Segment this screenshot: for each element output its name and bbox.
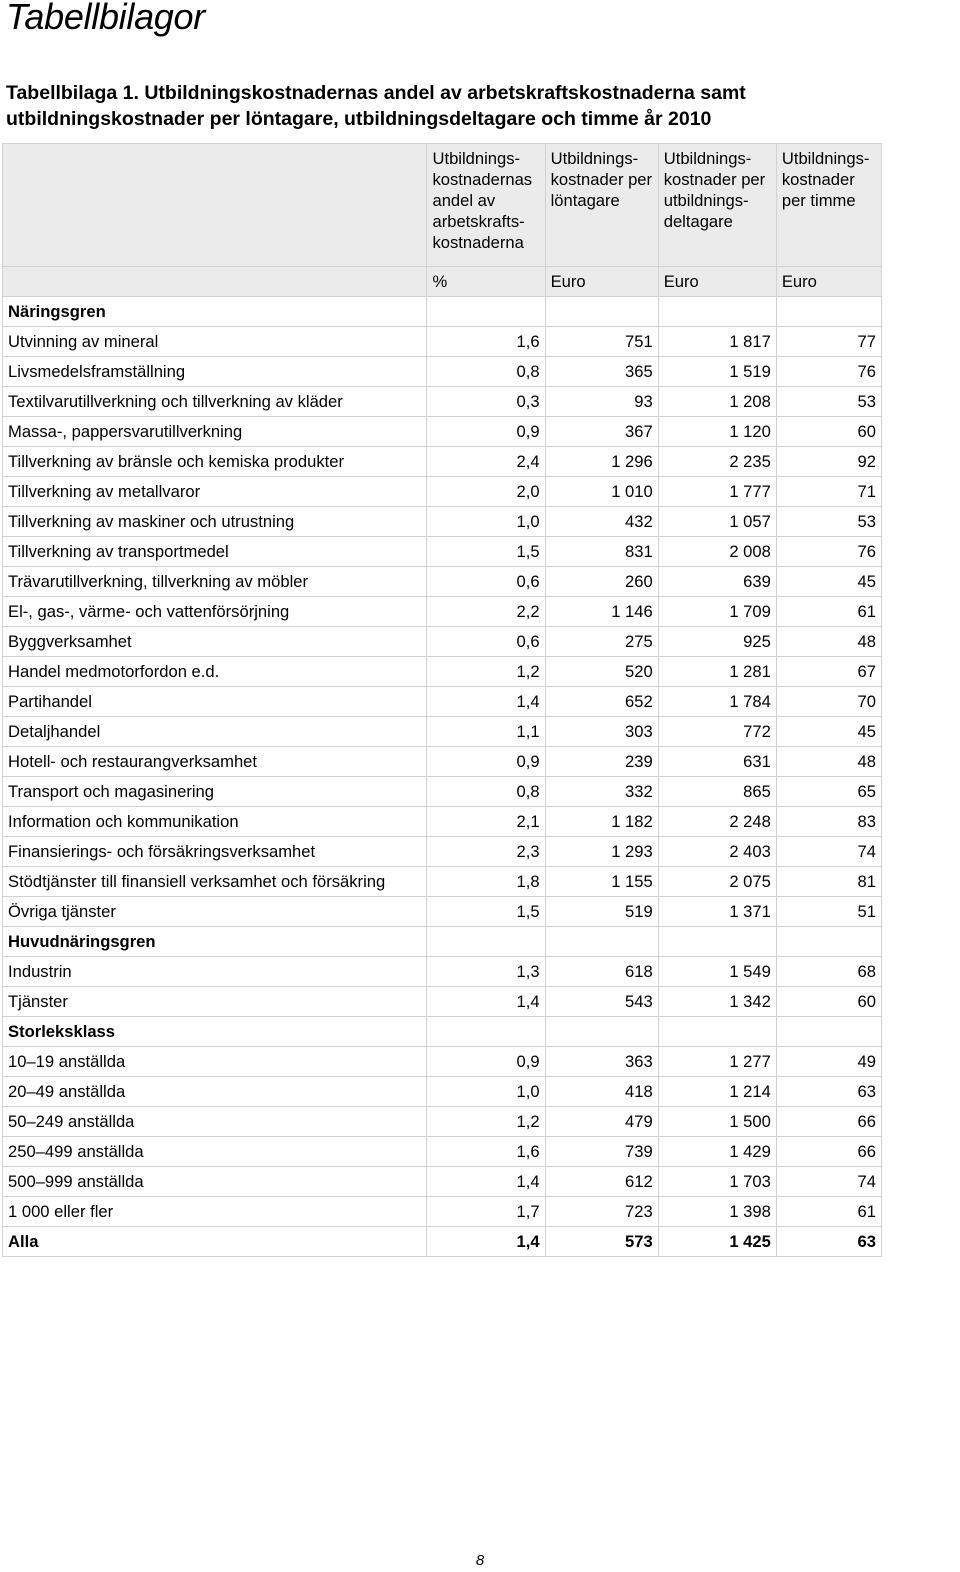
- row-label: 50–249 anställda: [3, 1107, 427, 1137]
- page-number: 8: [475, 1552, 485, 1569]
- value-cell: 45: [776, 717, 881, 747]
- table-row: [3, 387, 882, 417]
- value-cell: 1 296: [545, 447, 658, 477]
- row-label: 20–49 anställda: [3, 1077, 427, 1107]
- unit-cell: Euro: [545, 267, 658, 297]
- value-cell: 0,8: [427, 777, 545, 807]
- column-header-label: Utbildnings- kostnader per löntagare: [550, 149, 653, 210]
- value-cell: 1 277: [658, 1047, 776, 1077]
- table-row: [3, 507, 882, 537]
- value-cell: 83: [776, 807, 881, 837]
- value-cell: 60: [776, 417, 881, 447]
- table-row: [3, 657, 882, 687]
- value-cell: 2,1: [427, 807, 545, 837]
- row-label: Tjänster: [3, 987, 427, 1017]
- table-row: [3, 1167, 882, 1197]
- value-cell: 1 549: [658, 957, 776, 987]
- value-cell: 1 425: [658, 1227, 776, 1257]
- row-label: El-, gas-, värme- och vattenförsörjning: [3, 597, 427, 627]
- table-row: [3, 417, 882, 447]
- value-cell: [776, 927, 881, 957]
- unit-row: [3, 267, 882, 297]
- value-cell: 2 075: [658, 867, 776, 897]
- value-cell: 74: [776, 837, 881, 867]
- row-label: Tillverkning av metallvaror: [3, 477, 427, 507]
- value-cell: 2 008: [658, 537, 776, 567]
- table-row: [3, 987, 882, 1017]
- row-label: Stödtjänster till finansiell verksamhet och försäkring: [3, 867, 427, 897]
- empty-cell: [427, 297, 545, 327]
- value-cell: 2,4: [427, 447, 545, 477]
- row-label: 1 000 eller fler: [3, 1197, 427, 1227]
- value-cell: 772: [658, 717, 776, 747]
- value-cell: 1,0: [427, 507, 545, 537]
- value-cell: 1,2: [427, 657, 545, 687]
- value-cell: 1 342: [658, 987, 776, 1017]
- value-cell: [776, 1017, 881, 1047]
- value-cell: 1,1: [427, 717, 545, 747]
- value-cell: 1,4: [427, 987, 545, 1017]
- value-cell: 543: [545, 987, 658, 1017]
- value-cell: 2 235: [658, 447, 776, 477]
- value-cell: 618: [545, 957, 658, 987]
- value-cell: 1 709: [658, 597, 776, 627]
- empty-cell: [658, 297, 776, 327]
- value-cell: 1 429: [658, 1137, 776, 1167]
- row-header-title-row: [3, 297, 882, 327]
- value-cell: 418: [545, 1077, 658, 1107]
- value-cell: 1 057: [658, 507, 776, 537]
- value-cell: 432: [545, 507, 658, 537]
- column-header: [776, 144, 881, 267]
- value-cell: 631: [658, 747, 776, 777]
- section-label: Huvudnäringsgren: [3, 927, 427, 957]
- value-cell: 365: [545, 357, 658, 387]
- value-cell: 1,4: [427, 1167, 545, 1197]
- value-cell: [427, 1017, 545, 1047]
- row-label: Hotell- och restaurangverksamhet: [3, 747, 427, 777]
- value-cell: 2 248: [658, 807, 776, 837]
- value-cell: 479: [545, 1107, 658, 1137]
- value-cell: 2,2: [427, 597, 545, 627]
- value-cell: 367: [545, 417, 658, 447]
- table-row: [3, 687, 882, 717]
- value-cell: 1 703: [658, 1167, 776, 1197]
- value-cell: 63: [776, 1077, 881, 1107]
- row-label: Industrin: [3, 957, 427, 987]
- table-row: [3, 1077, 882, 1107]
- table-body: [3, 144, 882, 1257]
- row-label: Trävarutillverkning, tillverkning av möbler: [3, 567, 427, 597]
- value-cell: 0,9: [427, 1047, 545, 1077]
- row-label: Detaljhandel: [3, 717, 427, 747]
- section-label: Storleksklass: [3, 1017, 427, 1047]
- table-row: [3, 327, 882, 357]
- column-header-label: Utbildnings- kostnader per timme: [781, 149, 870, 210]
- value-cell: 612: [545, 1167, 658, 1197]
- column-header: [545, 144, 658, 267]
- value-cell: 751: [545, 327, 658, 357]
- value-cell: 639: [658, 567, 776, 597]
- value-cell: 332: [545, 777, 658, 807]
- value-cell: 61: [776, 597, 881, 627]
- table-row: [3, 897, 882, 927]
- value-cell: 66: [776, 1107, 881, 1137]
- value-cell: 48: [776, 627, 881, 657]
- row-label: Partihandel: [3, 687, 427, 717]
- value-cell: 92: [776, 447, 881, 477]
- value-cell: 1 519: [658, 357, 776, 387]
- table-row: [3, 627, 882, 657]
- value-cell: 520: [545, 657, 658, 687]
- section-header-row: [3, 927, 882, 957]
- unit-cell: Euro: [776, 267, 881, 297]
- value-cell: 363: [545, 1047, 658, 1077]
- value-cell: 239: [545, 747, 658, 777]
- value-cell: 60: [776, 987, 881, 1017]
- value-cell: 739: [545, 1137, 658, 1167]
- value-cell: 573: [545, 1227, 658, 1257]
- value-cell: 1 500: [658, 1107, 776, 1137]
- page-title: Tabellbilagor: [6, 0, 205, 37]
- value-cell: 93: [545, 387, 658, 417]
- value-cell: 71: [776, 477, 881, 507]
- column-header-label: Utbildnings- kostnader per utbildnings- deltagare: [663, 149, 766, 231]
- table-row: [3, 1107, 882, 1137]
- row-label: 250–499 anställda: [3, 1137, 427, 1167]
- row-label: Tillverkning av transportmedel: [3, 537, 427, 567]
- table-row: [3, 477, 882, 507]
- row-label: Livsmedelsframställning: [3, 357, 427, 387]
- value-cell: 1,8: [427, 867, 545, 897]
- table-row: [3, 597, 882, 627]
- value-cell: 76: [776, 537, 881, 567]
- value-cell: 0,3: [427, 387, 545, 417]
- row-label: Övriga tjänster: [3, 897, 427, 927]
- value-cell: 0,9: [427, 417, 545, 447]
- value-cell: 2,3: [427, 837, 545, 867]
- table-row: [3, 867, 882, 897]
- value-cell: 1 371: [658, 897, 776, 927]
- value-cell: 1 398: [658, 1197, 776, 1227]
- value-cell: 49: [776, 1047, 881, 1077]
- empty-cell: [545, 297, 658, 327]
- value-cell: 723: [545, 1197, 658, 1227]
- unit-cell: %: [427, 267, 545, 297]
- table-row: [3, 717, 882, 747]
- section-header-row: [3, 1017, 882, 1047]
- corner-cell: [3, 144, 427, 267]
- row-label: 500–999 anställda: [3, 1167, 427, 1197]
- value-cell: [658, 927, 776, 957]
- column-header: [427, 144, 545, 267]
- row-label: Alla: [3, 1227, 427, 1257]
- value-cell: 0,9: [427, 747, 545, 777]
- value-cell: 68: [776, 957, 881, 987]
- value-cell: 45: [776, 567, 881, 597]
- value-cell: 1 146: [545, 597, 658, 627]
- unit-corner-cell: [3, 267, 427, 297]
- value-cell: [545, 1017, 658, 1047]
- row-label: Utvinning av mineral: [3, 327, 427, 357]
- table-row: [3, 537, 882, 567]
- value-cell: 81: [776, 867, 881, 897]
- empty-cell: [776, 297, 881, 327]
- value-cell: 1 208: [658, 387, 776, 417]
- value-cell: 0,8: [427, 357, 545, 387]
- row-label: 10–19 anställda: [3, 1047, 427, 1077]
- value-cell: 77: [776, 327, 881, 357]
- value-cell: 1,6: [427, 327, 545, 357]
- value-cell: 1,0: [427, 1077, 545, 1107]
- value-cell: 260: [545, 567, 658, 597]
- value-cell: 925: [658, 627, 776, 657]
- row-label: Transport och magasinering: [3, 777, 427, 807]
- value-cell: 519: [545, 897, 658, 927]
- table-row: [3, 777, 882, 807]
- table-row: [3, 747, 882, 777]
- row-label: Tillverkning av maskiner och utrustning: [3, 507, 427, 537]
- column-header-label: Utbildnings- kostnadernas andel av arbetskrafts- kostnaderna: [432, 149, 533, 252]
- value-cell: 2,0: [427, 477, 545, 507]
- value-cell: 1 214: [658, 1077, 776, 1107]
- table-row: [3, 357, 882, 387]
- value-cell: 1 010: [545, 477, 658, 507]
- table-row: [3, 1197, 882, 1227]
- row-label: Massa-, pappersvarutillverkning: [3, 417, 427, 447]
- value-cell: 1,2: [427, 1107, 545, 1137]
- table-row: [3, 1227, 882, 1257]
- value-cell: 1,5: [427, 897, 545, 927]
- column-header: [658, 144, 776, 267]
- row-label: Handel medmotorfordon e.d.: [3, 657, 427, 687]
- value-cell: 652: [545, 687, 658, 717]
- table-row: [3, 807, 882, 837]
- value-cell: 1 182: [545, 807, 658, 837]
- unit-cell: Euro: [658, 267, 776, 297]
- value-cell: 1,5: [427, 537, 545, 567]
- row-header-title: Näringsgren: [3, 297, 427, 327]
- row-label: Information och kommunikation: [3, 807, 427, 837]
- table-row: [3, 567, 882, 597]
- value-cell: 48: [776, 747, 881, 777]
- value-cell: 1 784: [658, 687, 776, 717]
- value-cell: [545, 927, 658, 957]
- value-cell: 1,6: [427, 1137, 545, 1167]
- value-cell: 865: [658, 777, 776, 807]
- value-cell: 1 120: [658, 417, 776, 447]
- value-cell: 65: [776, 777, 881, 807]
- value-cell: 1,4: [427, 687, 545, 717]
- value-cell: 1,7: [427, 1197, 545, 1227]
- value-cell: 51: [776, 897, 881, 927]
- row-label: Textilvarutillverkning och tillverkning av kläder: [3, 387, 427, 417]
- value-cell: [658, 1017, 776, 1047]
- value-cell: 53: [776, 387, 881, 417]
- value-cell: 67: [776, 657, 881, 687]
- value-cell: 53: [776, 507, 881, 537]
- row-label: Byggverksamhet: [3, 627, 427, 657]
- data-table: [2, 143, 882, 1257]
- value-cell: 61: [776, 1197, 881, 1227]
- row-label: Tillverkning av bränsle och kemiska produkter: [3, 447, 427, 477]
- value-cell: 63: [776, 1227, 881, 1257]
- row-label: Finansierings- och försäkringsverksamhet: [3, 837, 427, 867]
- value-cell: 66: [776, 1137, 881, 1167]
- value-cell: 76: [776, 357, 881, 387]
- value-cell: 1,3: [427, 957, 545, 987]
- value-cell: 1 293: [545, 837, 658, 867]
- table-row: [3, 1047, 882, 1077]
- value-cell: 831: [545, 537, 658, 567]
- table-caption: Tabellbilaga 1. Utbildningskostnadernas andel av arbetskraftskostnaderna samt utbildningskostnader per löntagare, utbildningsdeltagare och timme år 2010: [6, 82, 746, 130]
- table-row: [3, 957, 882, 987]
- value-cell: 0,6: [427, 567, 545, 597]
- value-cell: 1,4: [427, 1227, 545, 1257]
- column-header-row: [3, 144, 882, 267]
- value-cell: 70: [776, 687, 881, 717]
- table-row: [3, 1137, 882, 1167]
- value-cell: 303: [545, 717, 658, 747]
- value-cell: 74: [776, 1167, 881, 1197]
- table-row: [3, 447, 882, 477]
- value-cell: 0,6: [427, 627, 545, 657]
- value-cell: 1 817: [658, 327, 776, 357]
- value-cell: 275: [545, 627, 658, 657]
- value-cell: 1 777: [658, 477, 776, 507]
- value-cell: 1 281: [658, 657, 776, 687]
- table-row: [3, 837, 882, 867]
- value-cell: 1 155: [545, 867, 658, 897]
- value-cell: 2 403: [658, 837, 776, 867]
- value-cell: [427, 927, 545, 957]
